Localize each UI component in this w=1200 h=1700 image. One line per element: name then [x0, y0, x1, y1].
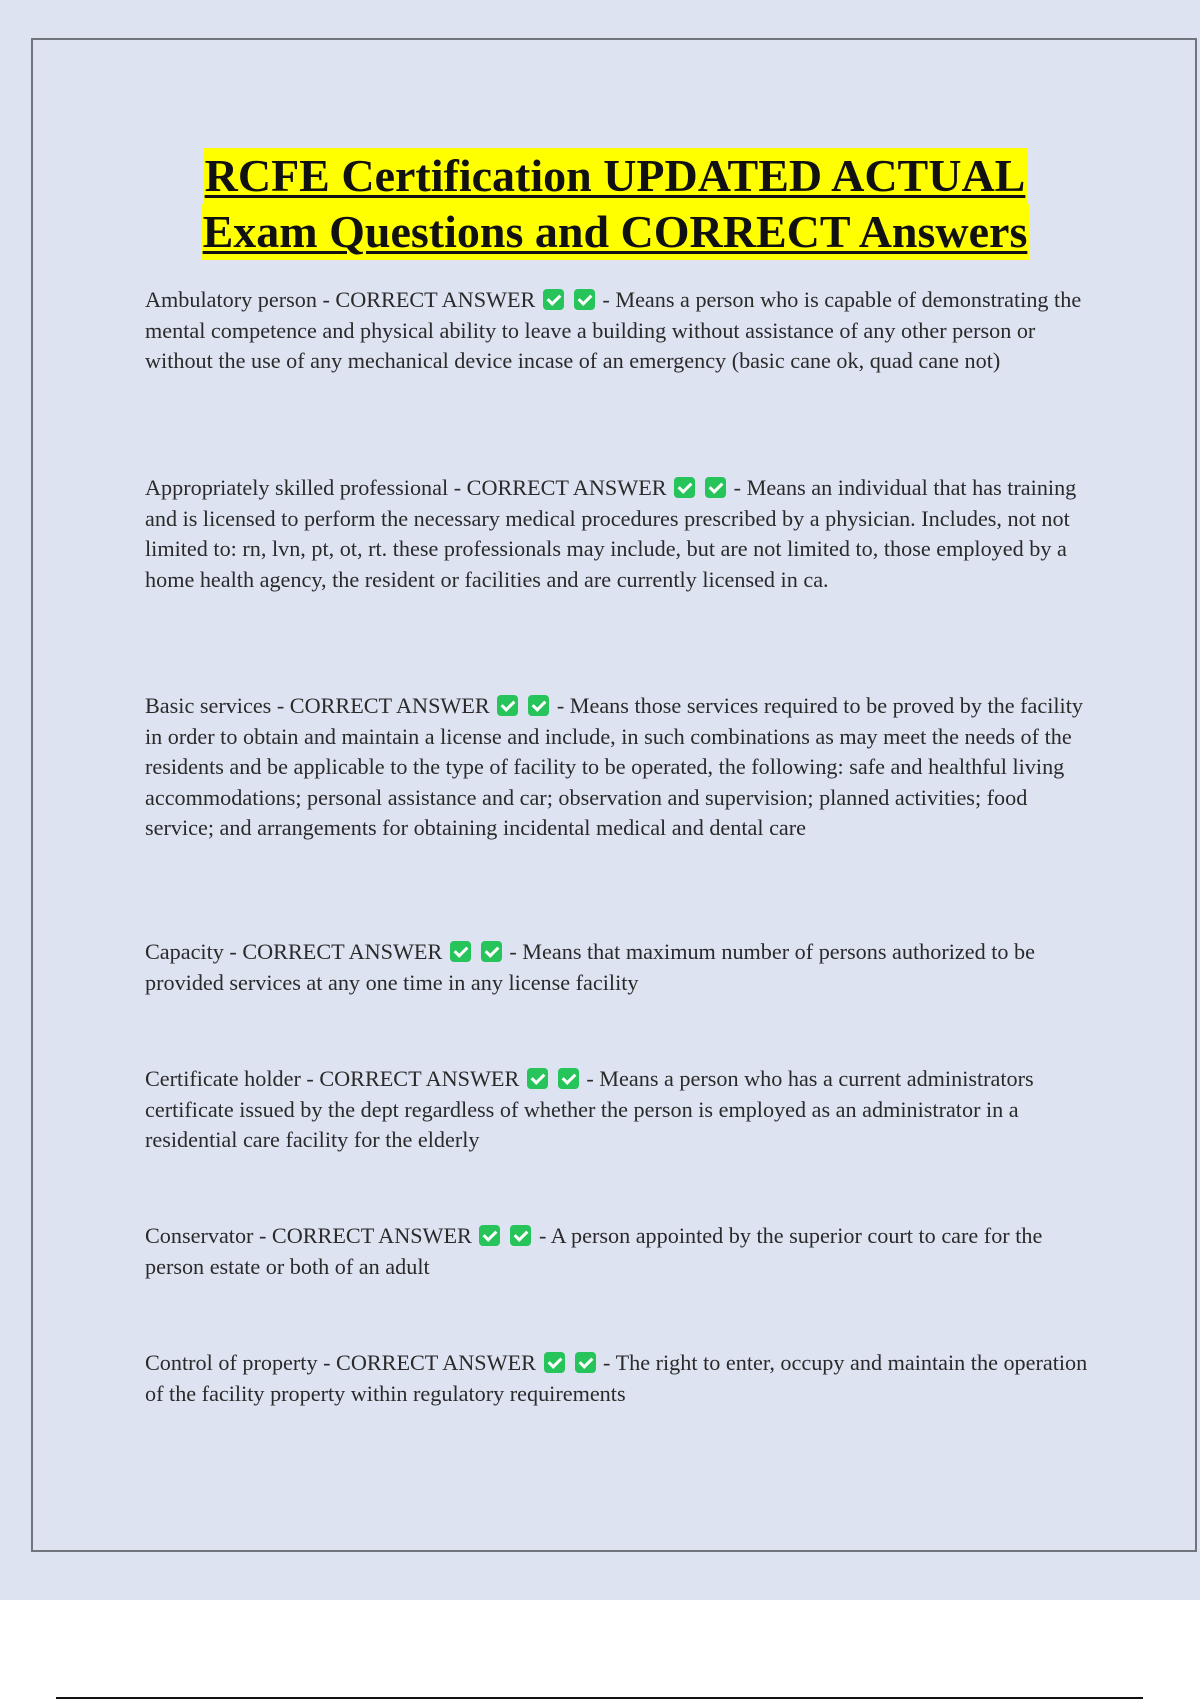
check-box-icon — [558, 1068, 579, 1089]
check-box-icon — [497, 695, 518, 716]
definition-term: Ambulatory person - CORRECT ANSWER — [145, 287, 536, 312]
check-box-icon — [527, 1068, 548, 1089]
definition-term: Control of property - CORRECT ANSWER — [145, 1350, 536, 1375]
definition-term: Certificate holder - CORRECT ANSWER — [145, 1066, 520, 1091]
document-title-line-2: Exam Questions and CORRECT Answers — [201, 204, 1030, 260]
check-box-icon — [574, 289, 595, 310]
document-title-line-1: RCFE Certification UPDATED ACTUAL — [203, 148, 1028, 204]
definition-term: Appropriately skilled professional - CORRECT ANSWER — [145, 475, 667, 500]
check-box-icon — [544, 1352, 565, 1373]
definition-entry-ambulatory-person — [145, 285, 1090, 377]
footer-rule — [56, 1697, 1143, 1699]
definition-term: Conservator - CORRECT ANSWER — [145, 1223, 472, 1248]
definition-entry-conservator — [145, 1221, 1090, 1282]
definition-text: - Means a person who has a current administrators certificate issued by the dept regardless of whether the person is employed as an administrator in a residential care facility for the elderly — [145, 1066, 1034, 1152]
definition-term: Capacity - CORRECT ANSWER — [145, 939, 443, 964]
check-box-icon — [528, 695, 549, 716]
check-box-icon — [510, 1225, 531, 1246]
check-box-icon — [674, 477, 695, 498]
definition-entry-control-of-property — [145, 1348, 1090, 1409]
definition-entry-capacity — [145, 937, 1090, 998]
definition-term: Basic services - CORRECT ANSWER — [145, 693, 490, 718]
check-box-icon — [479, 1225, 500, 1246]
definition-entry-appropriately-skilled-professional — [145, 473, 1090, 595]
definition-entry-basic-services — [145, 691, 1090, 844]
definition-entry-certificate-holder — [145, 1064, 1090, 1156]
definition-text: - A person appointed by the superior court to care for the person estate or both of an adult — [145, 1223, 1043, 1279]
definition-text: - Means a person who is capable of demonstrating the mental competence and physical ability to leave a building without assistance of any other person or without the use of any mechanical device incase of an emergency (basic cane ok, quad cane not) — [145, 287, 1082, 373]
check-box-icon — [450, 941, 471, 962]
check-box-icon — [481, 941, 502, 962]
definition-text: - Means an individual that has training and is licensed to perform the necessary medical procedures prescribed by a physician. Includes, not not limited to: rn, lvn, pt, ot, rt. these professionals may include, but are not limited to, those employed by a home health agency, the resident or facilities and are currently licensed in ca. — [145, 475, 1077, 592]
document-title — [0, 148, 1200, 260]
definition-text: - Means that maximum number of persons authorized to be provided services at any one time in any license facility — [145, 939, 1035, 995]
definition-text: - The right to enter, occupy and maintain the operation of the facility property within regulatory requirements — [145, 1350, 1088, 1406]
check-box-icon — [575, 1352, 596, 1373]
check-box-icon — [543, 289, 564, 310]
definition-text: - Means those services required to be proved by the facility in order to obtain and maintain a license and include, in such combinations as may meet the needs of the residents and be applicable to the type of facility to be operated, the following: safe and healthful living accommodations; personal assistance and car; observation and supervision; planned activities; food service; and arrangements for obtaining incidental medical and dental care — [145, 693, 1083, 840]
check-box-icon — [705, 477, 726, 498]
